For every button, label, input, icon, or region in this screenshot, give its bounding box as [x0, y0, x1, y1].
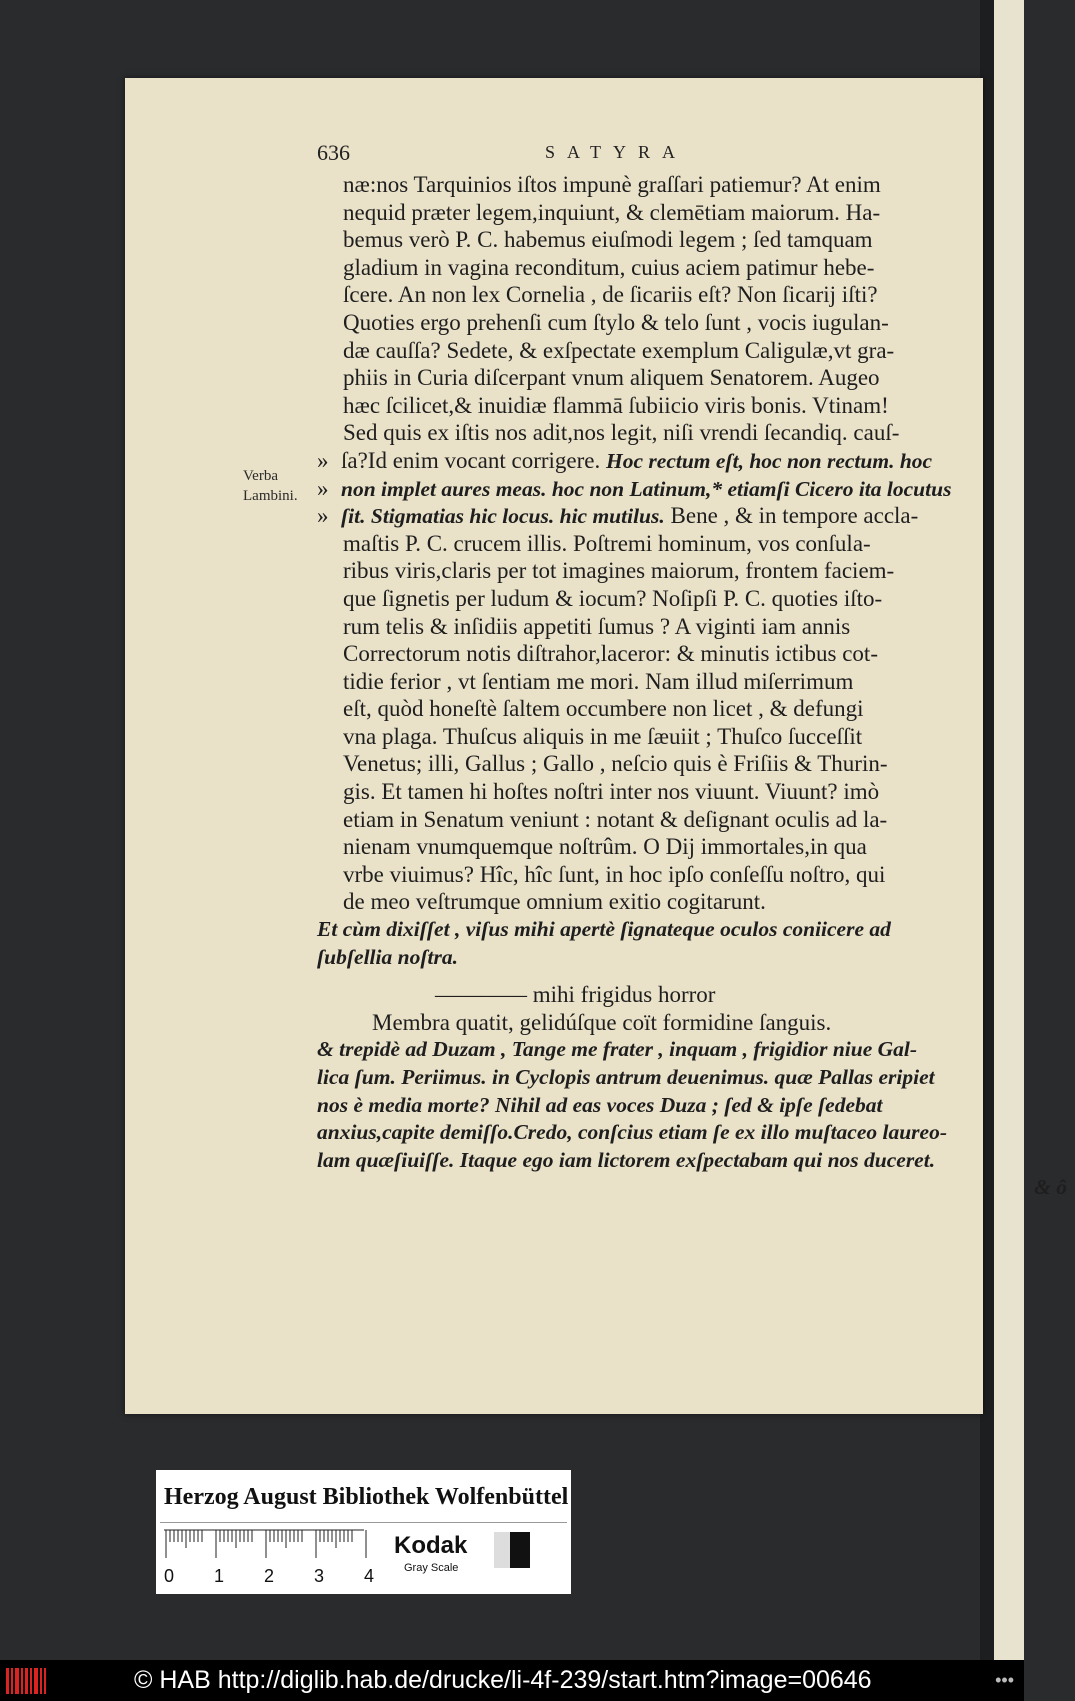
scale-number: 1	[214, 1566, 225, 1586]
body-text	[317, 171, 1075, 1202]
italic-line: ſubſellia noſtra.	[317, 944, 458, 969]
book-page	[125, 78, 1067, 1414]
scale-number: 3	[314, 1566, 325, 1586]
text-line: nienam vnumquemque noſtrûm. O Dij immortales,in qua	[343, 834, 867, 860]
copyright-url[interactable]: © HAB http://diglib.hab.de/drucke/li-4f-239/start.htm?image=00646	[134, 1666, 872, 1694]
ruler-scale	[164, 1530, 384, 1564]
italic-line: & trepidè ad Duzam , Tange me frater , inquam , frigidior niue Gal-	[317, 1037, 918, 1062]
spacer	[317, 971, 1075, 981]
gray-scale-label: Gray Scale	[404, 1562, 459, 1574]
text-line: gladium in vagina reconditum, cuius aciem patimur hebe-	[343, 254, 875, 280]
running-title: SATYRA	[545, 142, 688, 162]
page-number: 636	[317, 140, 350, 165]
italic-text: Hoc rectum eſt, hoc non rectum. hoc	[606, 448, 933, 473]
text-line: gis. Et tamen hi hoſtes noſtri inter nos viuunt. Viuunt? imò	[343, 779, 880, 805]
gray-scale-dark-patch	[510, 1532, 530, 1568]
italic-line: lica ſum. Periimus. in Cyclopis antrum deuenimus. quæ Pallas eripiet	[317, 1065, 935, 1089]
text-line: maſtis P. C. crucem illis. Poſtremi hominum, vos conſula-	[343, 530, 871, 556]
library-scale-card	[156, 1470, 571, 1594]
roman-text: ſa?Id enim vocant corrigere.	[341, 447, 607, 473]
footer-bar	[0, 1660, 1024, 1701]
quote-mark: »	[317, 475, 329, 501]
verse-line: Membra quatit, gelidúſque coït formidine ſanguis.	[372, 1009, 832, 1035]
text-line: dæ cauſſa? Sedete, & exſpectate exemplum Caligulæ,vt gra-	[343, 337, 895, 363]
scale-number: 4	[364, 1566, 375, 1586]
library-name: Herzog August Bibliothek Wolfenbüttel	[164, 1484, 569, 1510]
text-line: tidie ferior , vt ſentiam me mori. Nam illud miſerrimum	[343, 668, 854, 694]
text-line: nequid præter legem,inquiunt, & clemētiam maiorum. Ha-	[343, 199, 881, 225]
text-line: de meo veſtrumque omnium exitio cogitarunt.	[343, 889, 766, 915]
text-line: Venetus; illi, Gallus ; Gallo , neſcio quis è Friſiis & Thurin-	[343, 751, 888, 777]
text-line: næ:nos Tarquinios iſtos impunè graſſari patiemur? At enim	[343, 172, 881, 197]
text-line: ribus viris,claris per tot imagines maiorum, frontem faciem-	[343, 558, 895, 584]
page-header	[317, 140, 877, 170]
text-line: eſt, quòd honeſtè ſaltem occumbere non licet , & defungi	[343, 696, 864, 722]
text-line: Quoties ergo prehenſi cum ſtylo & telo ſunt , vocis iugulan-	[343, 309, 889, 335]
margin-note-line: Verba	[243, 468, 278, 484]
kodak-logo: Kodak	[394, 1532, 468, 1559]
roman-text: Bene , & in tempore accla-	[664, 503, 919, 529]
text-line: hæc ſcilicet,& inuidiæ flammā ſubiicio viris bonis. Vtinam!	[343, 392, 889, 418]
italic-line: nos è media morte? Nihil ad eas voces Duza ; ſed & ipſe ſedebat	[317, 1092, 883, 1117]
italic-line: lam quæſiuiſſe. Itaque ego iam lictorem exſpectabam qui nos duceret.	[317, 1147, 936, 1172]
text-line: ſcere. An non lex Cornelia , de ſicariis eſt? Non ſicarij iſti?	[343, 282, 878, 308]
divider	[160, 1522, 567, 1523]
verse-line: ———— mihi frigidus horror	[435, 982, 716, 1008]
text-line: que ſignetis per ludum & iocum? Noſipſi P. C. quoties iſto-	[343, 585, 883, 611]
italic-line: anxius,capite demiſſo.Credo, conſcius etiam ſe ex illo muſtaceo laureo-	[317, 1120, 947, 1145]
scale-number: 2	[264, 1566, 275, 1586]
scale-number: 0	[164, 1566, 175, 1586]
ruler-ticks	[164, 1530, 384, 1564]
italic-line: Et cùm dixiſſet , viſus mihi apertè ſignateque oculos coniicere ad	[317, 917, 891, 942]
more-dots-icon[interactable]: •••	[995, 1670, 1014, 1690]
text-line: vrbe viuimus? Hîc, hîc ſunt, in hoc ipſo conſeſſu noſtro, qui	[343, 861, 886, 887]
text-line: vna plaga. Thuſcus aliquis in me ſæuiit ; Thuſco ſucceſſit	[343, 723, 863, 749]
italic-text: non implet aures meas. hoc non Latinum,* etiamſi Cicero ita locutus	[341, 476, 952, 501]
text-line: Correctorum notis diſtrahor,laceror: & minutis ictibus cot-	[343, 641, 878, 667]
quoted-line	[317, 475, 1075, 503]
margin-note	[243, 466, 315, 506]
quoted-line	[317, 502, 1075, 530]
catchword: & ô	[1034, 1175, 1067, 1200]
italic-text: ſit. Stigmatias hic locus. hic mutilus.	[341, 504, 665, 529]
text-line: bemus verò P. C. habemus eiuſmodi legem ; ſed tamquam	[343, 227, 873, 253]
text-line: Sed quis ex iſtis nos adit,nos legit, niſi vrendi ſecandiq. cauſ-	[343, 420, 900, 446]
margin-note-line: Lambini.	[243, 488, 298, 504]
quoted-line	[317, 447, 1075, 475]
hab-logo-icon	[6, 1668, 46, 1694]
quote-mark: »	[317, 447, 329, 473]
text-line: phiis in Curia diſcerpant vnum aliquem Senatorem. Augeo	[343, 365, 880, 391]
text-line: rum telis & inſidiis appetiti ſumus ? A viginti iam annis	[343, 613, 851, 639]
gray-scale-patch	[494, 1532, 530, 1568]
quote-mark: »	[317, 503, 329, 529]
text-line: etiam in Senatum veniunt : notant & deſignant oculis ad la-	[343, 806, 888, 832]
